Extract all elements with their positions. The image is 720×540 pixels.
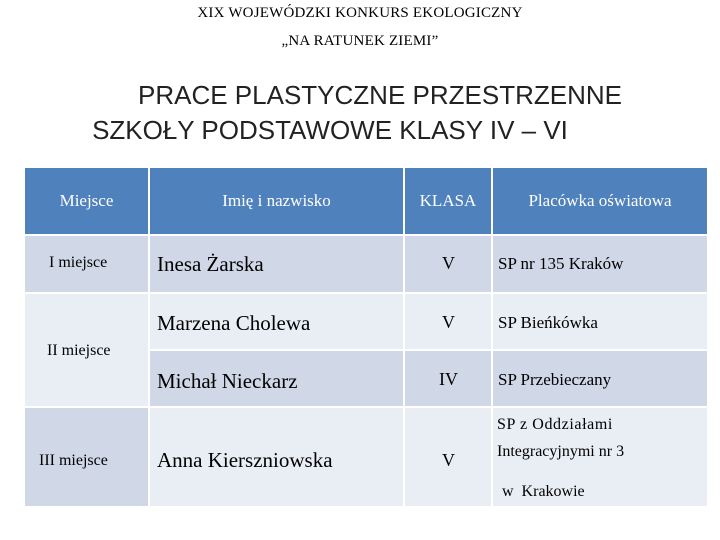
column-header-class: KLASA — [405, 168, 491, 234]
column-header-name: Imię i nazwisko — [150, 168, 403, 234]
name-cell — [150, 294, 403, 349]
school-cell — [493, 236, 707, 292]
results-table — [25, 168, 707, 506]
school-name-line: Integracyjnymi nr 3 — [497, 443, 625, 460]
class-value: V — [442, 312, 455, 332]
school-name: SP Przebieczany — [498, 370, 612, 389]
class-cell — [405, 408, 491, 506]
participant-name: Anna Kierszniowska — [157, 448, 333, 472]
school-cell — [493, 408, 707, 506]
place-label: II miejsce — [47, 342, 111, 359]
class-value: V — [442, 450, 455, 470]
class-value: V — [442, 253, 455, 273]
name-cell — [150, 351, 403, 406]
school-name-line: SP z Oddziałami — [497, 416, 613, 433]
school-name: SP Bieńkówka — [498, 313, 598, 332]
class-cell — [405, 294, 491, 349]
class-cell — [405, 236, 491, 292]
contest-motto: „NA RATUNEK ZIEMI” — [281, 33, 439, 49]
name-cell — [150, 236, 403, 292]
place-label: I miejsce — [49, 254, 108, 271]
school-cell — [493, 351, 707, 406]
class-value: IV — [439, 369, 458, 389]
place-cell-1 — [25, 236, 148, 292]
class-cell — [405, 351, 491, 406]
category-subtitle: SZKOŁY PODSTAWOWE KLASY IV – VI — [92, 115, 568, 145]
column-header-place: Miejsce — [25, 168, 148, 234]
school-name-line: w Krakowie — [502, 483, 585, 500]
school-name: SP nr 135 Kraków — [498, 254, 624, 273]
name-cell — [150, 408, 403, 506]
participant-name: Marzena Cholewa — [157, 311, 311, 335]
place-label: III miejsce — [39, 452, 108, 469]
category-title: PRACE PLASTYCZNE PRZESTRZENNE — [138, 80, 622, 110]
place-cell-3 — [25, 408, 148, 506]
school-cell — [493, 294, 707, 349]
participant-name: Michał Nieckarz — [157, 369, 298, 393]
place-cell-2 — [25, 294, 148, 406]
column-header-school: Placówka oświatowa — [493, 168, 707, 234]
contest-title: XIX WOJEWÓDZKI KONKURS EKOLOGICZNY — [197, 5, 523, 21]
participant-name: Inesa Żarska — [157, 252, 264, 276]
